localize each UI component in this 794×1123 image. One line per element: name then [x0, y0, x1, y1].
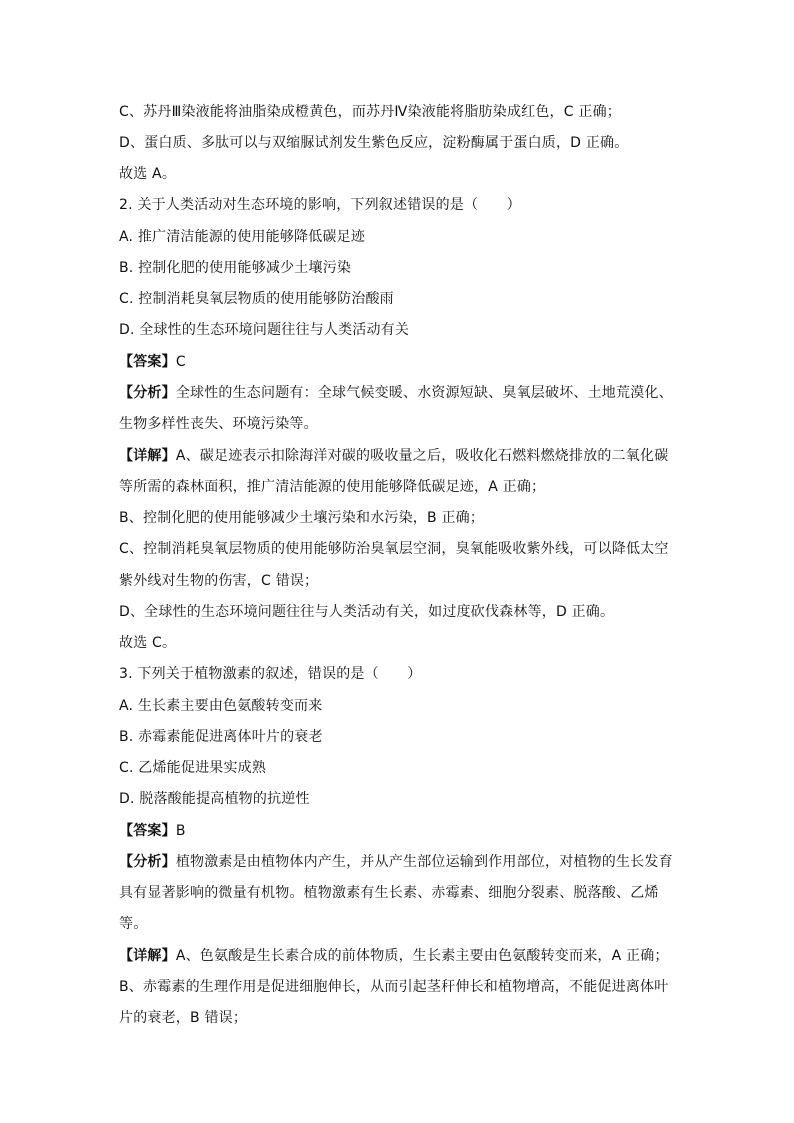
question-2: 2. 关于人类活动对生态环境的影响，下列叙述错误的是（ ） [119, 197, 521, 213]
option-c: C. 控制消耗臭氧层物质的使用能够防治酸雨 [119, 291, 394, 307]
question-3: 3. 下列关于植物激素的叙述，错误的是（ ） [119, 666, 422, 682]
text-line: 等。 [119, 916, 148, 932]
option-b: B. 控制化肥的使用能够减少土壤污染 [119, 260, 352, 276]
option-b: B. 赤霉素能促进离体叶片的衰老 [119, 729, 323, 745]
text-line: C、控制消耗臭氧层物质的使用能够防治臭氧层空洞，臭氧能吸收紫外线，可以降低太空 [119, 541, 669, 557]
option-a: A. 推广清洁能源的使用能够降低碳足迹 [119, 229, 366, 245]
answer-value: C [175, 354, 186, 370]
analysis-tag: 【分析】 [119, 854, 176, 870]
text-line: 故选 A。 [119, 166, 177, 182]
detail-line [119, 946, 679, 966]
answer-line [119, 821, 679, 841]
text-line: 故选 C。 [119, 635, 177, 651]
text-line: 片的衰老，B 错误； [119, 1010, 248, 1026]
detail-text: A、碳足迹表示扣除海洋对碳的吸收量之后，吸收化石燃料燃烧排放的二氧化碳 [175, 448, 669, 464]
detail-line [119, 446, 679, 466]
analysis-line [119, 852, 679, 872]
text-line: B、控制化肥的使用能够减少土壤污染和水污染，B 正确； [119, 510, 485, 526]
text-line: 紫外线对生物的伤害，C 错误； [119, 573, 319, 589]
option-c: C. 乙烯能促进果实成熟 [119, 760, 267, 776]
text-line: D、全球性的生态环境问题往往与人类活动有关，如过度砍伐森林等，D 正确。 [119, 604, 615, 620]
text-line: C、苏丹Ⅲ染液能将油脂染成橙黄色，而苏丹Ⅳ染液能将脂肪染成红色，C 正确； [119, 104, 621, 120]
option-d: D. 全球性的生态环境问题往往与人类活动有关 [119, 322, 410, 338]
option-a: A. 生长素主要由色氨酸转变而来 [119, 698, 323, 714]
text-line: 等所需的森林面积，推广清洁能源的使用能够降低碳足迹，A 正确； [119, 479, 546, 495]
analysis-line [119, 383, 679, 403]
text-line: B、赤霉素的生理作用是促进细胞伸长，从而引起茎秆伸长和植物增高，不能促进离体叶 [119, 979, 669, 995]
analysis-tag: 【分析】 [119, 385, 176, 401]
answer-line [119, 352, 679, 372]
detail-tag: 【详解】 [119, 948, 176, 964]
analysis-text: 全球性的生态问题有：全球气候变暖、水资源短缺、臭氧层破坏、土地荒漠化、 [175, 385, 673, 401]
option-d: D. 脱落酸能提高植物的抗逆性 [119, 791, 310, 807]
detail-tag: 【详解】 [119, 448, 176, 464]
analysis-text: 植物激素是由植物体内产生，并从产生部位运输到作用部位，对植物的生长发育 [175, 854, 673, 870]
text-line: D、蛋白质、多肽可以与双缩脲试剂发生紫色反应，淀粉酶属于蛋白质，D 正确。 [119, 135, 629, 151]
text-line: 具有显著影响的微量有机物。植物激素有生长素、赤霉素、细胞分裂素、脱落酸、乙烯 [119, 885, 659, 901]
answer-value: B [175, 823, 186, 839]
answer-tag: 【答案】 [119, 354, 176, 370]
detail-text: A、色氨酸是生长素合成的前体物质，生长素主要由色氨酸转变而来，A 正确； [175, 948, 669, 964]
answer-tag: 【答案】 [119, 823, 176, 839]
text-line: 生物多样性丧失、环境污染等。 [119, 416, 318, 432]
